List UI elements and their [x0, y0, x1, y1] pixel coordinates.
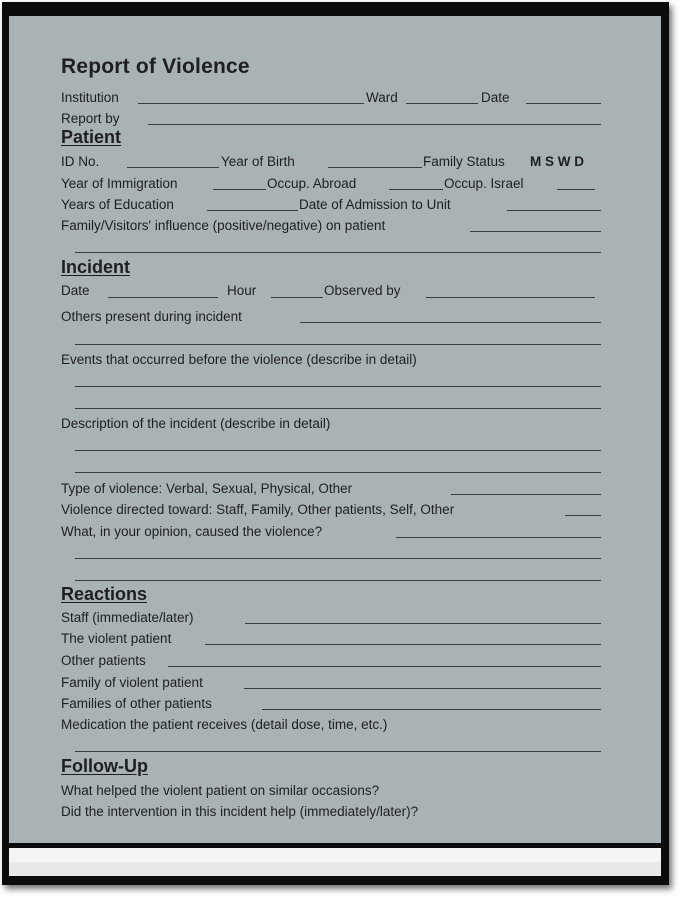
report-by-line[interactable]	[148, 124, 601, 125]
id-no-line[interactable]	[127, 167, 219, 168]
years-of-education-label: Years of Education	[61, 197, 174, 212]
description-line-1[interactable]	[75, 450, 601, 451]
families-of-others-label: Families of other patients	[61, 696, 212, 711]
violent-patient-label: The violent patient	[61, 631, 172, 646]
occup-abroad-line[interactable]	[389, 189, 443, 190]
form-title: Report of Violence	[61, 55, 250, 78]
date-of-admission-line[interactable]	[507, 210, 601, 211]
did-intervention-help-label: Did the intervention in this incident help (immediately/later)?	[61, 804, 419, 819]
caused-line-2[interactable]	[75, 558, 601, 559]
others-present-line[interactable]	[300, 322, 601, 323]
observed-by-line[interactable]	[426, 297, 595, 298]
family-visitors-influence-line[interactable]	[470, 231, 601, 232]
caused-line[interactable]	[396, 537, 601, 538]
hour-label: Hour	[227, 283, 257, 298]
patient-heading: Patient	[61, 127, 122, 147]
medication-line[interactable]	[75, 751, 601, 752]
year-of-birth-label: Year of Birth	[221, 154, 295, 169]
family-of-violent-line[interactable]	[244, 688, 601, 689]
family-of-violent-label: Family of violent patient	[61, 675, 203, 690]
report-by-label: Report by	[61, 111, 120, 126]
year-of-immigration-label: Year of Immigration	[61, 176, 178, 191]
staff-line[interactable]	[245, 623, 601, 624]
family-visitors-influence-line-2[interactable]	[75, 252, 601, 253]
observed-by-label: Observed by	[324, 283, 401, 298]
directed-toward-label: Violence directed toward: Staff, Family, Other patients, Self, Other	[61, 502, 455, 517]
occup-israel-label: Occup. Israel	[444, 176, 524, 191]
follow-up-heading: Follow-Up	[61, 756, 148, 776]
date-of-admission-label: Date of Admission to Unit	[299, 197, 451, 212]
events-before-line-1[interactable]	[75, 386, 601, 387]
year-of-birth-line[interactable]	[328, 167, 422, 168]
medication-label: Medication the patient receives (detail dose, time, etc.)	[61, 717, 388, 732]
others-present-label: Others present during incident	[61, 309, 242, 324]
date-label: Date	[481, 90, 510, 105]
others-present-line-2[interactable]	[75, 344, 601, 345]
family-visitors-influence-label: Family/Visitors' influence (positive/negative) on patient	[61, 218, 386, 233]
description-label: Description of the incident (describe in detail)	[61, 416, 331, 431]
id-no-label: ID No.	[61, 154, 100, 169]
institution-line[interactable]	[138, 103, 364, 104]
violent-patient-line[interactable]	[205, 644, 601, 645]
caused-label: What, in your opinion, caused the violence?	[61, 524, 323, 539]
events-before-line-2[interactable]	[75, 408, 601, 409]
description-line-2[interactable]	[75, 472, 601, 473]
type-of-violence-line[interactable]	[451, 494, 601, 495]
ward-label: Ward	[366, 90, 398, 105]
year-of-immigration-line[interactable]	[213, 189, 266, 190]
family-status-label: Family Status	[423, 154, 505, 169]
hour-line[interactable]	[271, 297, 323, 298]
family-status-options[interactable]: M S W D	[530, 154, 584, 169]
incident-date-label: Date	[61, 283, 90, 298]
other-patients-label: Other patients	[61, 653, 146, 668]
institution-label: Institution	[61, 90, 119, 105]
occup-abroad-label: Occup. Abroad	[267, 176, 357, 191]
date-line[interactable]	[526, 103, 601, 104]
bottom-gap	[9, 862, 661, 876]
incident-heading: Incident	[61, 257, 131, 277]
ward-line[interactable]	[406, 103, 478, 104]
type-of-violence-label: Type of violence: Verbal, Sexual, Physical, Other	[61, 481, 353, 496]
reactions-heading: Reactions	[61, 584, 148, 604]
other-patients-line[interactable]	[168, 666, 601, 667]
years-of-education-line[interactable]	[207, 210, 298, 211]
directed-toward-line[interactable]	[565, 515, 601, 516]
staff-label: Staff (immediate/later)	[61, 610, 194, 625]
bottom-paper-strip	[9, 848, 661, 862]
occup-israel-line[interactable]	[557, 189, 595, 190]
what-helped-label: What helped the violent patient on similar occasions?	[61, 783, 380, 798]
families-of-others-line[interactable]	[262, 709, 601, 710]
caused-line-3[interactable]	[75, 580, 601, 581]
events-before-label: Events that occurred before the violence (describe in detail)	[61, 352, 417, 367]
incident-date-line[interactable]	[108, 297, 218, 298]
